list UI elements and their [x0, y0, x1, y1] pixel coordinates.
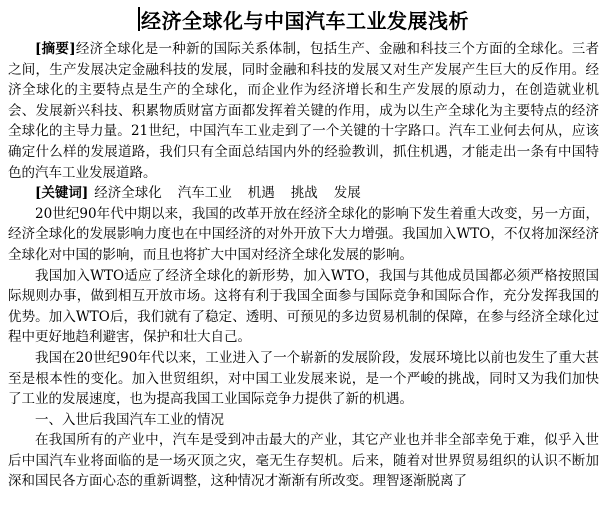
keyword: 汽车工业	[177, 185, 232, 202]
document-body	[8, 39, 599, 492]
body-paragraph-1: 20世纪90年代中期以来，我国的改革开放在经济全球化的影响下发生着重大改变，另一方面，经济全球化的发展影响力度也在中国经济的对外开放下大力增强。我国加入WTO，不仅将加深经济全球化对中国的影响，而且也将扩大中国对经济全球化发展的影响。	[8, 205, 599, 263]
keyword: 机遇	[247, 185, 275, 202]
section-heading: 一、入世后我国汽车工业的情况	[35, 411, 224, 428]
section-paragraph: 在我国所有的产业中，汽车是受到冲击最大的产业，其它产业也并非全部幸免于难，似乎入世后中国汽车业将面临的是一场灭顶之灾，毫无生存契机。后来，随着对世界贸易组织的认识不断加深和国民各方面心态的重新调整，这种情况才渐渐有所改变。理智逐渐脱离了	[8, 432, 599, 490]
text-cursor	[138, 7, 140, 31]
abstract-paragraph	[8, 39, 599, 183]
title-row	[8, 4, 599, 34]
body-paragraph-3: 我国在20世纪90年代以来，工业进入了一个崭新的发展阶段，发展环境比以前也发生了重大甚至是根本性的变化。加入世贸组织，对中国工业发展来说，是一个严峻的挑战，同时又为我们加快了工业的发展速度，也为提高我国工业国际竞争力提供了新的机遇。	[8, 349, 599, 408]
keyword: 经济全球化	[94, 185, 162, 202]
keywords-line	[8, 183, 599, 204]
abstract-text: 经济全球化是一种新的国际关系体制，包括生产、金融和科技三个方面的全球化。三者之间，生产发展决定金融科技的发展，同时金融和科技的发展又对生产发展产生巨大的反作用。经济全球化的主要特点是生产的全球化，而企业作为经济增长和生产发展的原动力，在创造就业机会、发展新兴科技、积累物质财富方面都发挥着关键的作用，成为以生产全球化为主要特点的经济全球化的主导力量。21世纪，中国汽车工业走到了一个关键的十字路口。汽车工业何去何从，应该确定什么样的发展道路，我们只有全面总结国内外的经验教训，抓住机遇，才能走出一条有中国特色的汽车工业发展道路。	[8, 41, 600, 181]
keyword: 发展	[333, 185, 361, 202]
document-title: 经济全球化与中国汽车工业发展浅析	[141, 8, 469, 33]
body-paragraph-2: 我国加入WTO适应了经济全球化的新形势，加入WTO，我国与其他成员国都必须严格按照国际规则办事，做到相互开放市场。这将有利于我国全面参与国际竞争和国际合作，充分发挥我国的优势。加入WTO后，我们就有了稳定、透明、可预见的多边贸易机制的保障，在参与经济全球化过程中更好地趋利避害，保护和壮大自己。	[8, 267, 599, 346]
keywords-label: [关键词]	[35, 185, 89, 202]
abstract-label: [摘要]	[35, 41, 76, 57]
keyword: 挑战	[290, 185, 318, 202]
